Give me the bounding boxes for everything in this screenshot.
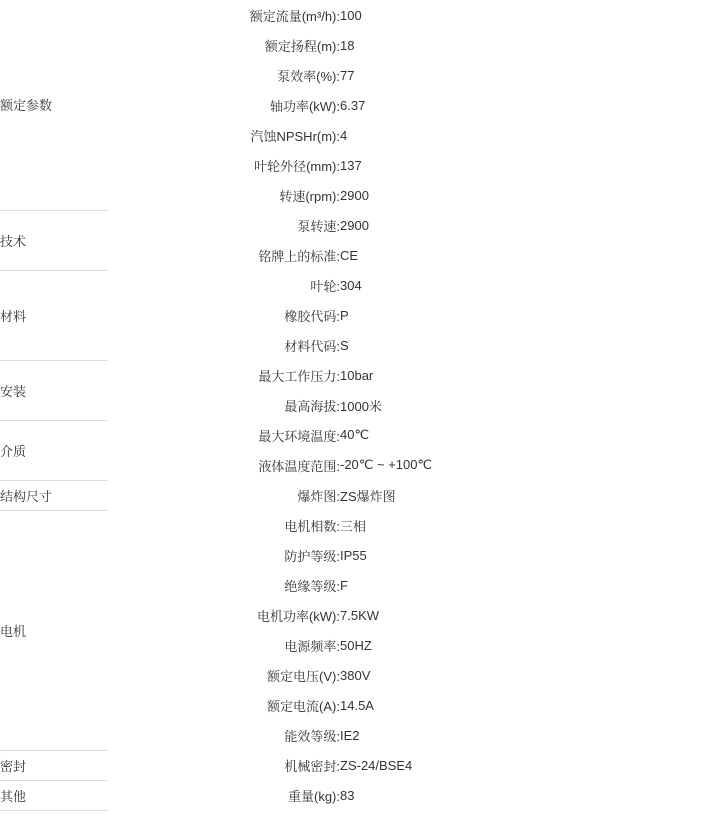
- spec-label: 叶轮外径(mm):: [254, 158, 340, 174]
- spec-value: P: [340, 307, 349, 323]
- spec-value: 380V: [340, 667, 371, 683]
- spec-value: F: [340, 577, 348, 593]
- spec-row: [0, 60, 719, 90]
- spec-label: 额定电压(V):: [267, 668, 340, 684]
- spec-label: 液体温度范围:: [258, 458, 340, 474]
- spec-row: [0, 690, 719, 720]
- spec-row: [0, 270, 719, 300]
- spec-row: [0, 360, 719, 390]
- spec-label: 额定流量(m³/h):: [249, 8, 340, 24]
- spec-group-title: 结构尺寸: [0, 480, 108, 510]
- spec-label: 转速(rpm):: [279, 188, 340, 204]
- spec-label: 橡胶代码:: [284, 308, 340, 324]
- spec-row: [0, 420, 719, 450]
- spec-label: 电源频率:: [284, 638, 340, 654]
- spec-row: [0, 0, 719, 30]
- spec-row: [0, 120, 719, 150]
- spec-label: 额定电流(A):: [267, 698, 340, 714]
- spec-value: CE: [340, 247, 359, 263]
- spec-label: 最高海拔:: [284, 398, 340, 414]
- spec-label: 爆炸图:: [297, 488, 340, 504]
- spec-value: ZS爆炸图: [340, 488, 396, 504]
- spec-value: 4: [340, 127, 348, 143]
- spec-value: IE2: [340, 727, 360, 743]
- spec-label: 防护等级:: [284, 548, 340, 564]
- spec-group-title: 介质: [0, 420, 108, 480]
- spec-label: 额定扬程(m):: [264, 38, 340, 54]
- spec-value: ZS-24/BSE4: [340, 757, 413, 773]
- spec-label: 电机相数:: [284, 518, 340, 534]
- spec-value: 40℃: [340, 427, 370, 442]
- spec-value: 77: [340, 67, 355, 83]
- spec-value: 1000米: [340, 398, 382, 414]
- spec-label: 铭牌上的标准:: [258, 248, 340, 264]
- spec-row: [0, 750, 719, 780]
- spec-label: 材料代码:: [284, 338, 340, 354]
- spec-label: 能效等级:: [284, 728, 340, 744]
- spec-row: [0, 510, 719, 540]
- spec-value: 100: [340, 7, 362, 23]
- spec-value: 7.5KW: [340, 607, 380, 623]
- spec-row: [0, 600, 719, 630]
- spec-label: 泵转速:: [297, 218, 340, 234]
- spec-row: [0, 780, 719, 810]
- spec-row: [0, 660, 719, 690]
- spec-row: [0, 540, 719, 570]
- spec-row: [0, 210, 719, 240]
- spec-value: -20℃ ~ +100℃: [340, 457, 433, 472]
- spec-label: 机械密封:: [284, 758, 340, 774]
- spec-value: 10bar: [340, 367, 374, 383]
- spec-value: 83: [340, 787, 355, 803]
- spec-row: [0, 300, 719, 330]
- spec-value: IP55: [340, 547, 367, 563]
- spec-row: [0, 630, 719, 660]
- spec-value: 18: [340, 37, 355, 53]
- spec-row: [0, 570, 719, 600]
- spec-group-title: 技术: [0, 210, 108, 270]
- spec-row: [0, 480, 719, 510]
- spec-label: 电机功率(kW):: [256, 608, 340, 624]
- spec-label: 轴功率(kW):: [269, 98, 340, 114]
- spec-row: [0, 390, 719, 420]
- spec-group-title: 额定参数: [0, 0, 108, 210]
- spec-row: [0, 180, 719, 210]
- spec-row: [0, 240, 719, 270]
- spec-label: 最大工作压力:: [258, 368, 340, 384]
- spec-group-title: 电机: [0, 510, 108, 750]
- spec-value: S: [340, 337, 349, 353]
- spec-row: [0, 330, 719, 360]
- spec-label: 绝缘等级:: [284, 578, 340, 594]
- spec-group-title: 密封: [0, 750, 108, 780]
- spec-value: 三相: [340, 518, 367, 534]
- spec-group-title: 材料: [0, 270, 108, 360]
- spec-value: 50HZ: [340, 637, 372, 653]
- spec-row: [0, 90, 719, 120]
- spec-group-title: 其他: [0, 780, 108, 810]
- spec-row: [0, 30, 719, 60]
- spec-label: 重量(kg):: [287, 788, 340, 804]
- spec-row: [0, 720, 719, 750]
- spec-value: 6.37: [340, 97, 366, 113]
- spec-label: 叶轮:: [310, 278, 340, 294]
- spec-value: 137: [340, 157, 362, 173]
- spec-value: 2900: [340, 187, 369, 203]
- spec-row: [0, 150, 719, 180]
- spec-row: [0, 450, 719, 480]
- spec-group-title: 安装: [0, 360, 108, 420]
- spec-label: 泵效率(%):: [277, 68, 340, 84]
- spec-label: 最大环境温度:: [258, 428, 340, 444]
- spec-value: 304: [340, 277, 362, 293]
- spec-value: 2900: [340, 217, 369, 233]
- spec-label: 汽蚀NPSHr(m):: [250, 128, 340, 144]
- spec-value: 14.5A: [340, 697, 374, 713]
